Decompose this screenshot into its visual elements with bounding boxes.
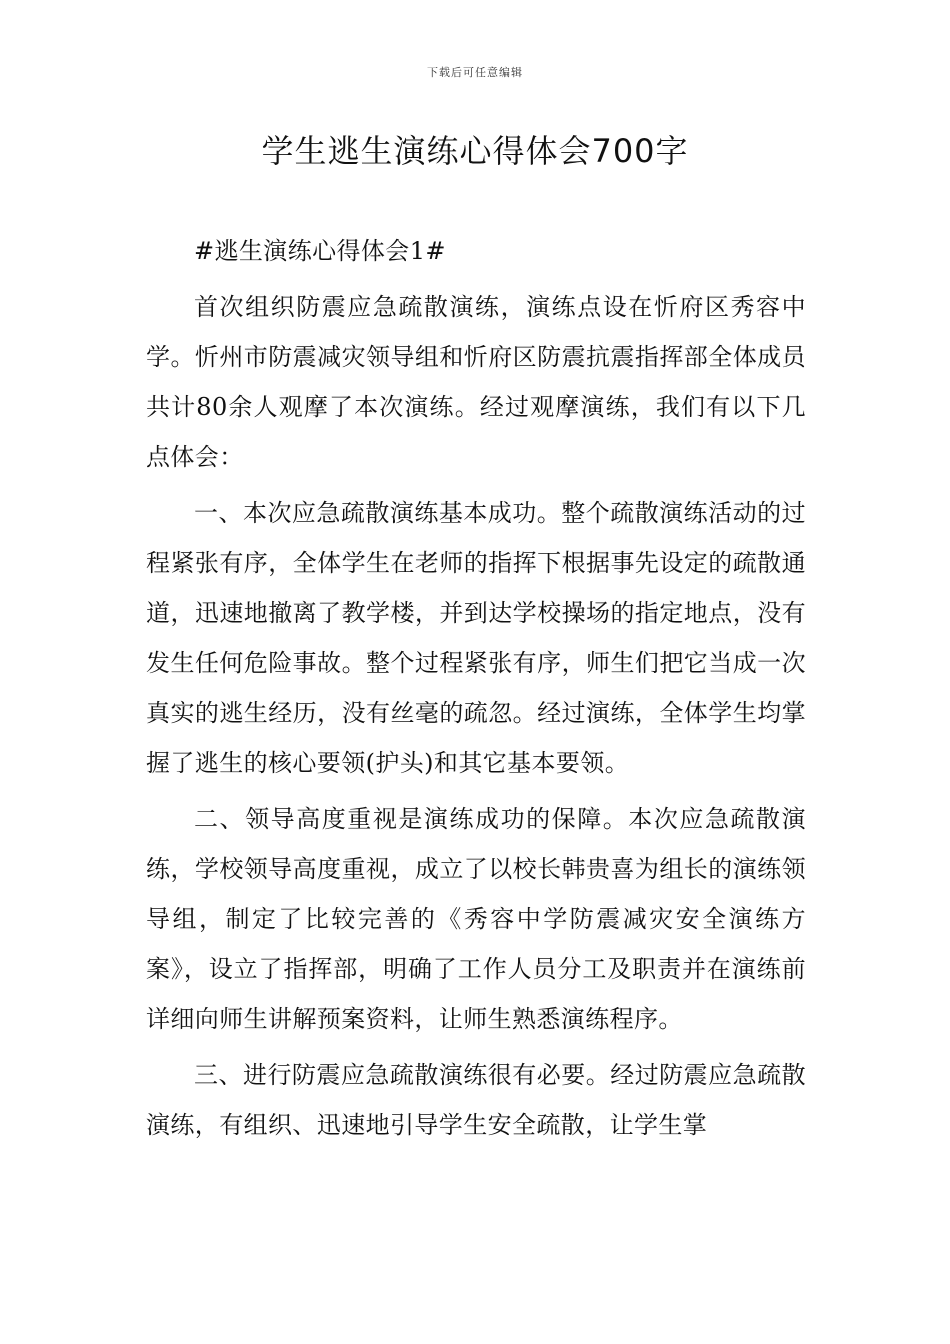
paragraph-point-one: 一、本次应急疏散演练基本成功。整个疏散演练活动的过程紧张有序，全体学生在老师的指挥下根据事先设定的疏散通道，迅速地撤离了教学楼，并到达学校操场的指定地点，没有发生任何危险事故。整个过程紧张有序，师生们把它当成一次真实的逃生经历，没有丝毫的疏忽。经过演练，全体学生均掌握了逃生的核心要领(护头)和其它基本要领。 (146, 499, 806, 777)
section-subheading: #逃生演练心得体会1# (194, 237, 446, 265)
paragraph-point-three: 三、进行防震应急疏散演练很有必要。经过防震应急疏散演练，有组织、迅速地引导学生安全疏散，让学生掌 (146, 1061, 806, 1139)
document-title: 学生逃生演练心得体会700字 (261, 132, 689, 170)
paragraph-intro: 首次组织防震应急疏散演练，演练点设在忻府区秀容中学。忻州市防震减灾领导组和忻府区防震抗震指挥部全体成员共计80余人观摩了本次演练。经过观摩演练，我们有以下几点体会： (146, 293, 806, 471)
document-body (146, 226, 806, 1156)
paragraph-point-two: 二、领导高度重视是演练成功的保障。本次应急疏散演练，学校领导高度重视，成立了以校长韩贵喜为组长的演练领导组，制定了比较完善的《秀容中学防震减灾安全演练方案》，设立了指挥部，明确了工作人员分工及职责并在演练前详细向师生讲解预案资料，让师生熟悉演练程序。 (146, 805, 806, 1033)
header-note: 下载后可任意编辑 (427, 66, 523, 79)
